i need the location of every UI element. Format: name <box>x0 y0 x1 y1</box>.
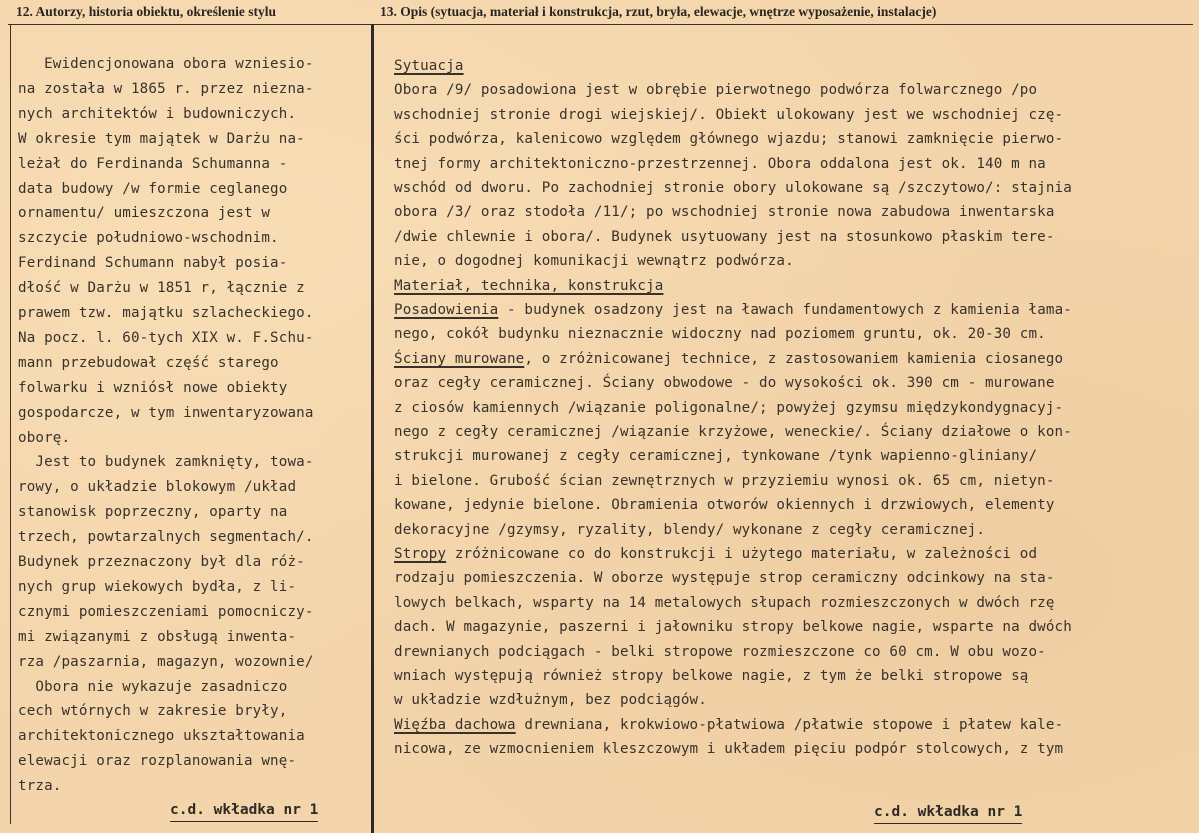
line-text: dach. W magazynie, paszerni i jałowniku stropy belkowe nagie, wsparte na dwóch <box>394 619 1072 636</box>
right-text-line <box>394 420 1072 444</box>
left-text-line: Budynek przeznaczony był dla róż- <box>18 554 305 570</box>
right-text-line <box>394 200 1055 224</box>
right-text-line <box>394 103 1063 127</box>
left-text-line: Obora nie wykazuje zasadniczo <box>18 678 288 695</box>
right-heading-line <box>394 542 1037 566</box>
right-text-line <box>394 664 1029 688</box>
right-text-line <box>394 640 1046 664</box>
left-text-line: data budowy /w formie ceglanego <box>18 180 288 197</box>
left-text-line: ornamentu/ umieszczona jest w <box>18 205 271 222</box>
line-text: nicowa, ze wzmocnieniem kleszczowym i układem pięciu podpór stolcowych, z tym <box>394 741 1064 758</box>
left-text-line: dłość w Darżu w 1851 r, łącznie z <box>18 280 305 297</box>
line-text: oraz cegły ceramicznej. Ściany obwodowe - do wysokości ok. 390 cm - murowane <box>394 375 1055 392</box>
right-text-line <box>394 493 1055 517</box>
line-text: obora /3/ oraz stodoła /11/; po wschodniej stronie nowa zabudowa inwentarska <box>394 204 1055 221</box>
underlined-heading: Ściany murowane <box>394 350 525 367</box>
left-text-line: Na pocz. l. 60-tych XIX w. F.Schu- <box>18 329 314 346</box>
top-border-line <box>8 24 1193 25</box>
left-text-line: nych grup wiekowych bydła, z li- <box>18 578 297 595</box>
right-text-line <box>394 737 1063 761</box>
line-text: lowych belkach, wsparty na 14 metalowych słupach rozmieszczonych w dwóch rzę <box>394 594 1055 611</box>
underlined-heading: Sytuacja <box>394 58 464 74</box>
left-text-line: leżał do Ferdinanda Schumanna - <box>18 155 288 172</box>
line-text: wschodniej stronie drogi wiejskiej/. Obiekt ulokowany jest we wschodniej czę- <box>394 106 1064 123</box>
line-text: dekoracyjne /gzymsy, ryzality, blendy/ wykonane z cegły ceramicznej. <box>394 521 986 538</box>
right-heading-line <box>394 298 1072 322</box>
left-text-line: W okresie tym majątek w Darżu na- <box>18 130 305 147</box>
right-heading-line <box>394 713 1063 737</box>
line-text: wniach występują również stropy belkowe nagie, z tym że belki stropowe są <box>394 668 1029 684</box>
line-text: , o zróżnicowanej technice, z zastosowaniem kamienia ciosanego <box>524 350 1064 367</box>
right-text-line <box>394 176 1072 200</box>
left-text-line: prawem tzw. majątku szlacheckiego. <box>18 305 314 321</box>
left-text-line: Ewidencjonowana obora wzniesio- <box>18 56 314 72</box>
left-text-line: Jest to budynek zamknięty, towa- <box>18 454 314 471</box>
section-13-heading: 13. Opis (sytuacja, materiał i konstrukcja, rzut, bryła, elewacje, wnętrze wyposażenie, instalacje) <box>380 4 937 19</box>
left-border-line <box>10 24 11 824</box>
section-12-heading: 12. Autorzy, historia obiektu, określenie stylu <box>16 4 277 19</box>
left-text-line: rowy, o układzie blokowym /układ <box>18 479 297 496</box>
right-text-line <box>394 127 1063 151</box>
left-text-line: Ferdinand Schumann nabył posia- <box>18 255 288 272</box>
left-text-line: rza /paszarnia, magazyn, wozownie/ <box>18 653 314 670</box>
left-text-line: folwarku i wzniósł nowe obiekty <box>18 379 288 396</box>
right-text-line <box>394 225 1055 249</box>
line-text: strukcji murowanej z cegły ceramicznej, tynkowane /tynk wapienno-gliniany/ <box>394 448 1038 465</box>
underlined-heading: Posadowienia <box>394 302 499 318</box>
left-text-line: elewacji oraz rozplanowania wnę- <box>18 753 297 770</box>
line-text: Obora /9/ posadowiona jest w obrębie pierwotnego podwórza folwarcznego /po <box>394 82 1038 99</box>
right-text-line <box>394 566 1055 590</box>
left-text-line: nych architektów i budowniczych. <box>18 105 297 122</box>
underlined-heading: Materiał, technika, konstrukcja <box>394 277 664 294</box>
left-text-line: na została w 1865 r. przez niezna- <box>18 80 314 97</box>
left-text-line: mann przebudował część starego <box>18 354 279 371</box>
left-text-line: szczycie południowo-wschodnim. <box>18 230 279 247</box>
line-text: nego, cokół budynku nieznacznie widoczny nad poziomem gruntu, ok. 20-30 cm. <box>394 326 1046 343</box>
left-text-line: mi związanymi z obsługą inwenta- <box>18 628 297 645</box>
right-heading-line <box>394 54 464 78</box>
line-text: - budynek osadzony jest na ławach fundamentowych z kamienia łama- <box>498 302 1072 318</box>
line-text: wschód od dworu. Po zachodniej stronie obory ulokowane są /szczytowo/: stajnia <box>394 180 1072 196</box>
right-text-line <box>394 322 1046 346</box>
right-text-line <box>394 78 1037 102</box>
left-text-line: oborę. <box>18 429 71 446</box>
line-text: ści podwórza, kalenicowo względem głównego wjazdu; stanowi zamknięcie pierwo- <box>394 131 1064 148</box>
right-text-line <box>394 469 1055 493</box>
right-text-line <box>394 152 1046 176</box>
line-text: nie, o dogodnej komunikacji wewnątrz podwórza. <box>394 253 794 270</box>
line-text: drewnianych podciągach - belki stropowe rozmieszczone co 60 cm. W obu wozo- <box>394 643 1046 660</box>
right-heading-line <box>394 274 663 298</box>
right-text-line <box>394 615 1072 639</box>
left-text-line: stanowisk poprzeczny, oparty na <box>18 504 288 521</box>
left-text-line: trza. <box>18 778 62 795</box>
column-divider <box>371 24 374 833</box>
underlined-heading: Więźba dachowa <box>394 716 516 733</box>
continuation-note-left: c.d. wkładka nr 1 <box>170 802 319 818</box>
right-text-line <box>394 396 1063 420</box>
right-text-line <box>394 688 707 712</box>
right-text-line <box>394 591 1055 615</box>
right-text-line <box>394 518 985 542</box>
underlined-heading: Stropy <box>394 546 447 562</box>
left-text-line: architektonicznego ukształtowania <box>18 728 305 745</box>
right-text-line <box>394 371 1055 395</box>
continuation-note-right: c.d. wkładka nr 1 <box>874 804 1023 820</box>
right-text-line <box>394 249 794 273</box>
left-text-line: cech wtórnych w zakresie bryły, <box>18 703 288 720</box>
left-text-line: trzech, powtarzalnych segmentach/. <box>18 529 314 546</box>
line-text: z ciosów kamiennych /wiązanie poligonalne/; powyżej gzymsu międzykondygnacyj- <box>394 399 1064 416</box>
line-text: /dwie chlewnie i obora/. Budynek usytuowany jest na stosunkowo płaskim tere- <box>394 228 1055 245</box>
line-text: w układzie wzdłużnym, bez podciągów. <box>394 692 707 709</box>
left-text-line: gospodarcze, w tym inwentaryzowana <box>18 404 314 421</box>
right-text-line <box>394 444 1037 468</box>
line-text: zróżnicowane co do konstrukcji i użytego materiału, w zależności od <box>446 546 1038 562</box>
line-text: rodzaju pomieszczenia. W oborze występuje strop ceramiczny odcinkowy na sta- <box>394 570 1055 587</box>
line-text: tnej formy architektoniczno-przestrzennej. Obora oddalona jest ok. 140 m na <box>394 155 1046 172</box>
left-text-line: cznymi pomieszczeniami pomocniczy- <box>18 603 314 620</box>
line-text: drewniana, krokwiowo-płatwiowa /płatwie stopowe i płatew kale- <box>515 716 1064 733</box>
line-text: kowane, jedynie bielone. Obramienia otworów okiennych i drzwiowych, elementy <box>394 497 1055 514</box>
right-heading-line <box>394 347 1063 371</box>
line-text: i bielone. Grubość ścian zewnętrznych w przyziemiu wynosi ok. 65 cm, nietyn- <box>394 472 1055 489</box>
line-text: nego z cegły ceramicznej /wiązanie krzyżowe, weneckie/. Ściany działowe o kon- <box>394 424 1072 440</box>
